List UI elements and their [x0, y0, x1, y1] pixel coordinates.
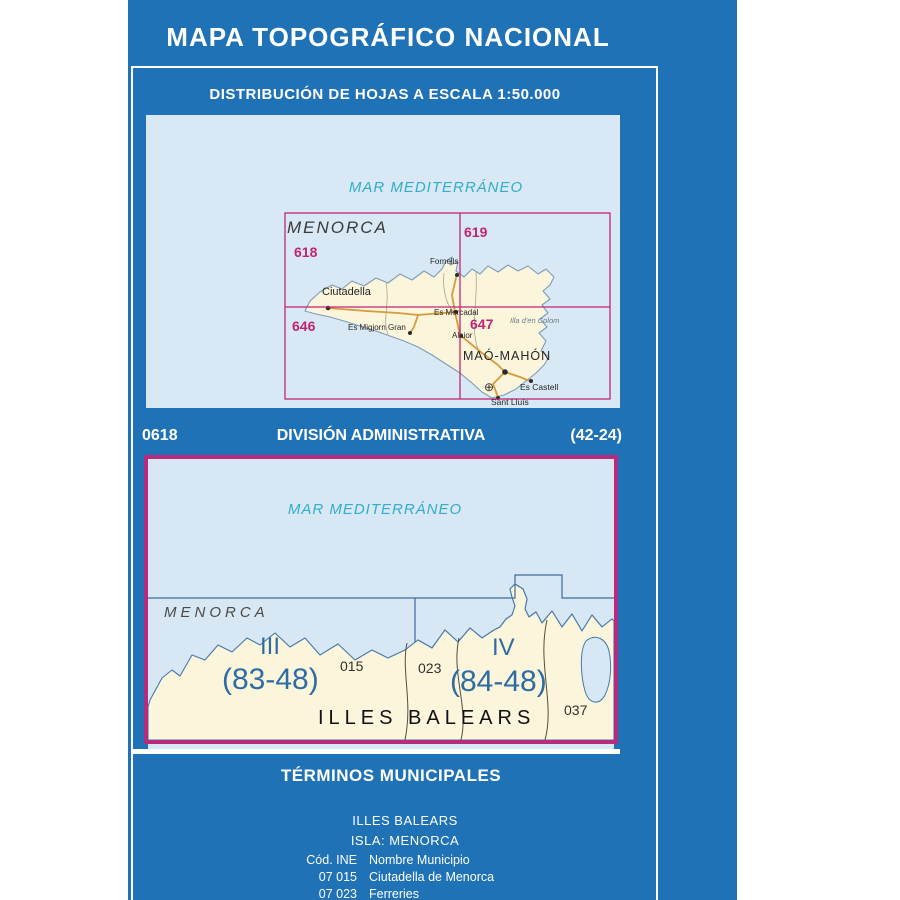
- admin-map: [144, 455, 618, 744]
- footer-heading: TÉRMINOS MUNICIPALES: [280, 766, 502, 785]
- footer-island: ISLA: MENORCA: [350, 833, 460, 848]
- town-label-es-castell: Es Castell: [520, 382, 559, 392]
- menorca-island-shape: [305, 257, 554, 398]
- municipality-name: Ferreries: [369, 887, 420, 900]
- sheet-index-subtitle: DISTRIBUCIÓN DE HOJAS A ESCALA 1:50.000: [209, 86, 561, 103]
- sheet-code: 0618: [142, 427, 178, 444]
- municipality-row: [302, 869, 494, 886]
- sheet-index-map: [146, 115, 620, 408]
- town-label-es-migjorn-gran: Es Migjorn Gran: [348, 323, 406, 332]
- municipality-code-023: 023: [418, 660, 442, 676]
- grid-reference: (42-24): [570, 427, 622, 444]
- admin-sea-label: MAR MEDITERRÁNEO: [287, 501, 463, 518]
- quadrant-roman-iii: III: [260, 633, 281, 660]
- sheet-index-map-drawing: [146, 115, 620, 408]
- sheet-number-646: 646: [292, 318, 316, 334]
- airport-icon: ⊕: [484, 380, 495, 394]
- division-title: DIVISIÓN ADMINISTRATIVA: [276, 427, 486, 444]
- municipality-code-015: 015: [340, 658, 364, 674]
- col-header-code: Cód. INE: [306, 853, 357, 867]
- island-name-label: MENORCA: [287, 218, 388, 237]
- region-label-illes-balears: ILLES BALEARS: [318, 707, 536, 729]
- town-label-es-mercadal: Es Mercadal: [434, 308, 479, 317]
- admin-island-label: MENORCA: [164, 604, 269, 621]
- map-edge-white-strip: [131, 749, 620, 754]
- municipality-code: 07 023: [318, 887, 357, 900]
- town-label-alaior: Alaior: [452, 331, 473, 340]
- footer-region: ILLES BALEARS: [352, 813, 458, 828]
- quadrant-ref-83-48: (83-48): [222, 663, 319, 696]
- sheet-number-618: 618: [294, 244, 318, 260]
- municipality-row: [302, 886, 494, 900]
- municipality-code-037: 037: [564, 702, 588, 718]
- sheet-number-647: 647: [470, 316, 494, 332]
- town-label-mao-mahon: MAÓ-MAHÓN: [463, 349, 552, 363]
- sheet-number-619: 619: [464, 224, 488, 240]
- municipality-table-header: [302, 852, 494, 869]
- sea-label: MAR MEDITERRÁNEO: [348, 179, 524, 196]
- municipality-table: [302, 852, 494, 900]
- col-header-name: Nombre Municipio: [369, 853, 470, 867]
- page-title: MAPA TOPOGRÁFICO NACIONAL: [166, 22, 610, 52]
- town-label-fornells: Fornells: [430, 257, 459, 266]
- lagoon-shape: [581, 637, 610, 702]
- island-label-illa-den-colom: Illa d'en Colom: [510, 316, 560, 325]
- town-label-sant-lluis: Sant Lluís: [491, 397, 529, 407]
- municipality-code: 07 015: [318, 870, 357, 884]
- municipality-name: Ciutadella de Menorca: [369, 870, 495, 884]
- quadrant-ref-84-48: (84-48): [450, 665, 547, 698]
- town-label-ciutadella: Ciutadella: [322, 286, 371, 298]
- quadrant-roman-iv: IV: [492, 634, 515, 661]
